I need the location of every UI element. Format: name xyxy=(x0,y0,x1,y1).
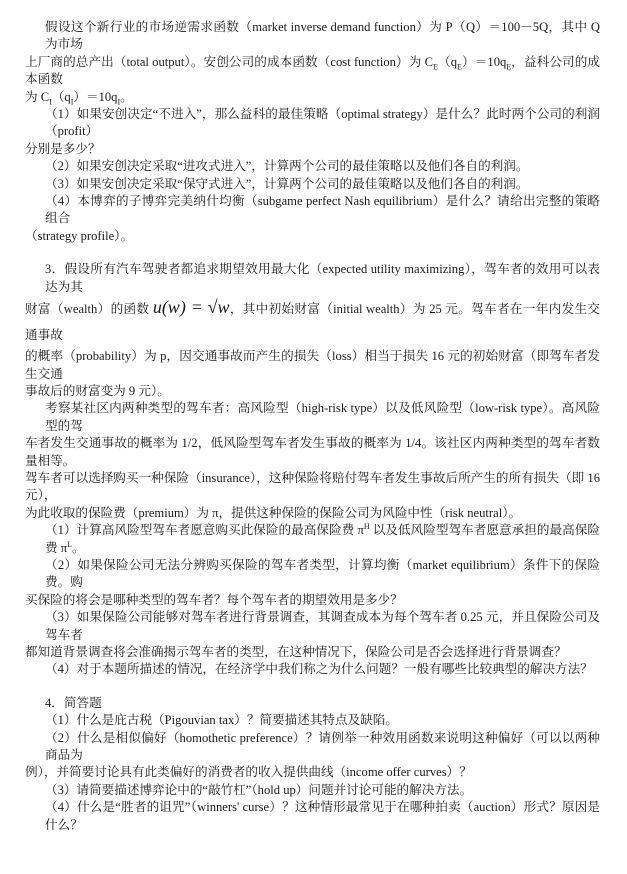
subscript: E xyxy=(457,62,462,72)
q3-sub1 xyxy=(25,522,600,557)
q3-p2-line2: 车者发生交通事故的概率为 1/2，低风险型驾车者发生事故的概率为 1/4。该社区内两种类型的驾车者数量相等。 xyxy=(25,436,600,468)
q3-intro-line2 xyxy=(25,296,600,348)
text: （1）计算高风险型驾车者愿意购买此保险的最高保险费 π xyxy=(45,523,364,538)
text: 假设这个新行业的市场逆需求函数（market inverse demand function）为 P（Q）＝100－5Q，其中 Q 为市场 xyxy=(45,20,600,52)
q3-p2-line4: 为此收取的保险费（premium）为 π，提供这种保险的保险公司为风险中性（risk neutral）。 xyxy=(25,505,522,520)
text: 。 xyxy=(72,540,85,555)
subscript: E xyxy=(433,62,438,72)
text: 财富（wealth）的函数 xyxy=(25,302,153,317)
q3-p2-line3: 驾车者可以选择购买一种保险（insurance），这种保险将赔付驾车者发生事故后所产生的所有损失（即 16 元）， xyxy=(25,470,600,503)
q4-sub1: （1）什么是庇古税（Pigouvian tax）？简要描述其特点及缺陷。 xyxy=(45,713,398,728)
q2-sub1-line2: 分别是多少？ xyxy=(25,141,101,156)
q3-sub3-line2: 都知道背景调查将会准确揭示驾车者的类型，在这种情况下，保险公司是否会选择进行背景调查？ xyxy=(25,645,567,659)
text: ）＝10q xyxy=(73,89,118,104)
superscript: H xyxy=(363,521,370,531)
q3-intro-line3: 的概率（probability）为 p，因交通事故而产生的损失（loss）相当于损失 16 元的初始财富（即驾车者发生交通 xyxy=(25,349,600,381)
subscript: I xyxy=(49,97,52,107)
q3-p2-line1: 考察某社区内两种类型的驾车者：高风险型（high-risk type）以及低风险型（low-risk type）。高风险型的驾 xyxy=(45,401,600,433)
q2-intro-line2 xyxy=(25,54,600,89)
q4-sub3: （3）请简要描述博弈论中的“敲竹杠”（hold up）问题并讨论可能的解决方法。 xyxy=(45,782,473,797)
text: 以及低风险型驾车者愿意承担的最高保险费 π xyxy=(45,523,600,555)
q3-sub3-line1: （3）如果保险公司能够对驾车者进行背景调查，其调查成本为每个驾车者 0.25 元，并且保险公司及驾车者 xyxy=(45,610,600,642)
text: ，益科公司的成本函数 xyxy=(25,54,601,87)
q2-sub3: （3）如果安创决定采取“保守式进入”，计算两个公司的最佳策略以及他们各自的利润。 xyxy=(45,176,529,191)
text: 为 C xyxy=(25,89,50,104)
text: ）＝10q xyxy=(461,54,507,69)
q4-sub2-line2: 例），并简要讨论具有此类偏好的消费者的收入提供曲线（income offer curves）？ xyxy=(25,765,472,780)
q4-sub2-line1: （2）什么是相似偏好（homothetic preference）？请例举一种效用函数来说明这种偏好（可以以两种商品为 xyxy=(45,730,600,763)
utility-formula: u(w) = √w xyxy=(152,297,230,318)
text: 。 xyxy=(120,89,133,104)
subscript: E xyxy=(506,62,512,72)
text: 上厂商的总产出（total output）。安创公司的成本函数（cost function）为 C xyxy=(25,54,434,69)
q2-sub2: （2）如果安创决定采取“进攻式进入”，计算两个公司的最佳策略以及他们各自的利润。 xyxy=(45,159,529,174)
q2-intro-line1 xyxy=(25,19,600,54)
q3-sub4: （4）对于本题所描述的情况，在经济学中我们称之为什么问题？一般有哪些比较典型的解决方法？ xyxy=(45,662,593,677)
text: ，其中初始财富（initial wealth）为 25 元。驾车者在一年内发生交通事故 xyxy=(25,302,601,343)
q4-title: 4．简答题 xyxy=(45,695,102,710)
q3-intro-line1: 3．假设所有汽车驾驶者都追求期望效用最大化（expected utility maximizing），驾车者的效用可以表达为其 xyxy=(45,262,600,294)
q4-sub4: （4）什么是“胜者的诅咒”（winners' curse）？这种情形最常见于在哪种拍卖（auction）形式？原因是什么？ xyxy=(45,800,600,832)
q2-sub4-line2: （strategy profile）。 xyxy=(25,228,134,243)
q2-intro-line3 xyxy=(25,89,600,106)
superscript: L xyxy=(67,539,72,549)
q3-sub2-line2: 买保险的将会是哪种类型的驾车者？每个驾车者的期望效用是多少？ xyxy=(25,592,403,607)
text: （q xyxy=(437,54,458,69)
q3-intro-line4: 事故后的财富变为 9 元）。 xyxy=(25,383,170,398)
q2-sub4-line1: （4）本博弈的子博弈完美纳什均衡（subgame perfect Nash equilibrium）是什么？请给出完整的策略组合 xyxy=(45,194,600,226)
q2-sub1-line1: （1）如果安创决定“不进入”，那么益科的最佳策略（optimal strategy）是什么？此时两个公司的利润（profit） xyxy=(45,107,600,139)
q3-sub2-line1: （2）如果保险公司无法分辨购买保险的驾车者类型，计算均衡（market equilibrium）条件下的保险费。购 xyxy=(45,557,600,590)
subscript: I xyxy=(70,97,74,107)
text: （q xyxy=(51,89,71,104)
subscript: I xyxy=(117,97,121,107)
